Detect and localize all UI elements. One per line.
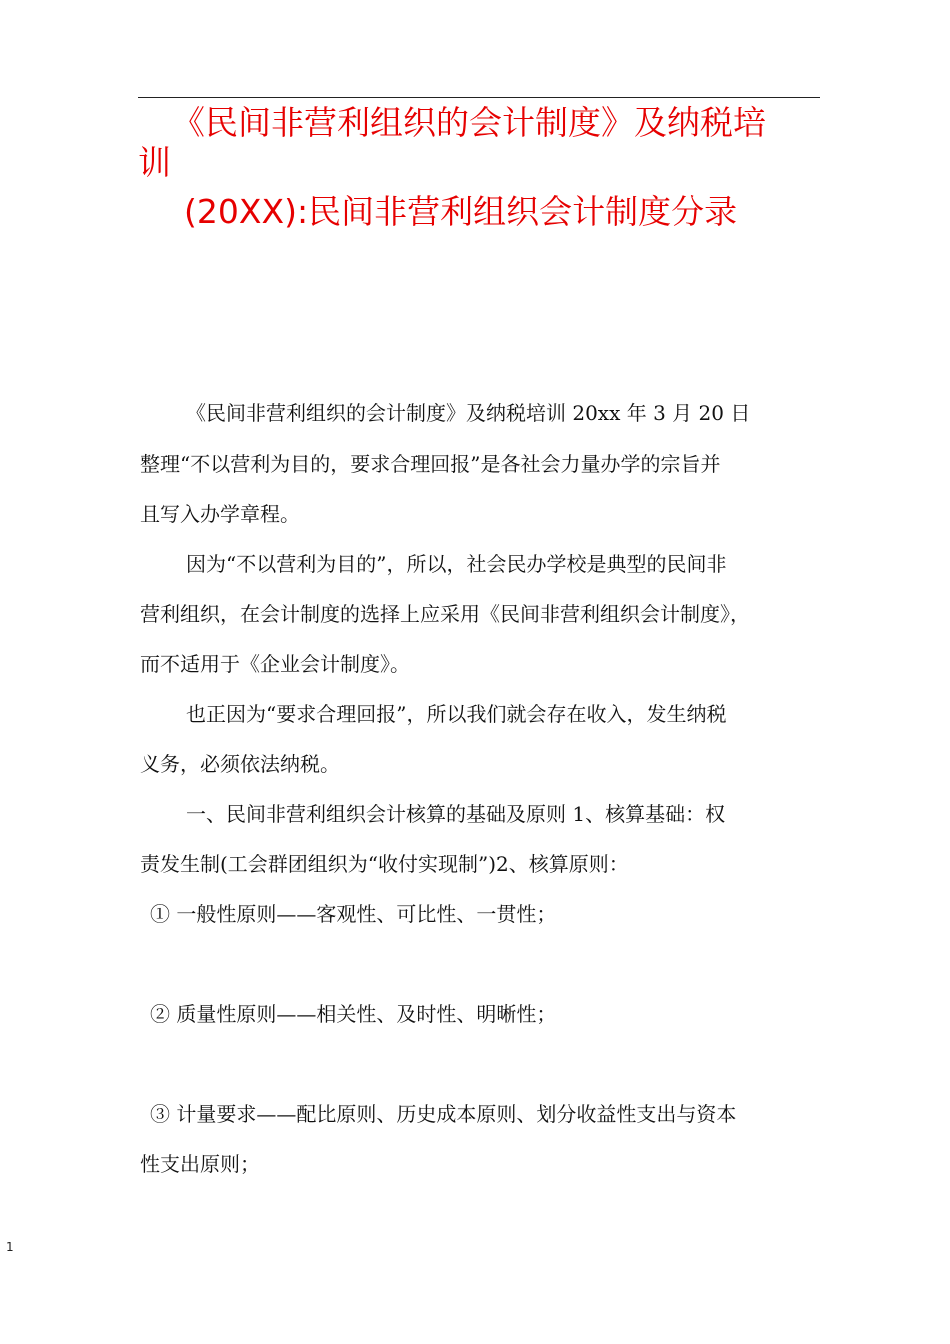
body-line-1: 《民间非营利组织的会计制度》及纳税培训 20xx 年 3 月 20 日: [186, 401, 751, 425]
body-line-2: 整理“不以营利为目的，要求合理回报”是各社会力量办学的宗旨并: [140, 452, 721, 476]
body-line-5: 营利组织，在会计制度的选择上应采用《民间非营利组织会计制度》，: [140, 602, 750, 626]
principle-item-3-continued: 性支出原则；: [140, 1152, 260, 1176]
body-line-9: 一、民间非营利组织会计核算的基础及原则 1、核算基础：权: [186, 802, 726, 826]
principle-item-1: ① 一般性原则——客观性、可比性、一贯性；: [150, 902, 557, 926]
body-line-6: 而不适用于《企业会计制度》。: [140, 652, 410, 676]
body-line-3: 且写入办学章程。: [140, 502, 300, 526]
header-rule: [138, 97, 820, 98]
document-title-line-2: 训: [138, 143, 171, 182]
document-title-line-3: (20XX):民间非营利组织会计制度分录: [184, 192, 738, 231]
principle-item-2: ② 质量性原则——相关性、及时性、明晰性；: [150, 1002, 557, 1026]
page-number: 1: [6, 1240, 14, 1254]
body-line-10: 责发生制(工会群团组织为“收付实现制”)2、核算原则：: [140, 852, 629, 876]
document-title-line-1: 《民间非营利组织的会计制度》及纳税培: [172, 103, 766, 142]
body-line-8: 义务，必须依法纳税。: [140, 752, 340, 776]
body-line-4: 因为“不以营利为目的”，所以，社会民办学校是典型的民间非: [186, 552, 727, 576]
body-line-7: 也正因为“要求合理回报”，所以我们就会存在收入，发生纳税: [186, 702, 727, 726]
principle-item-3: ③ 计量要求——配比原则、历史成本原则、划分收益性支出与资本: [150, 1102, 737, 1126]
